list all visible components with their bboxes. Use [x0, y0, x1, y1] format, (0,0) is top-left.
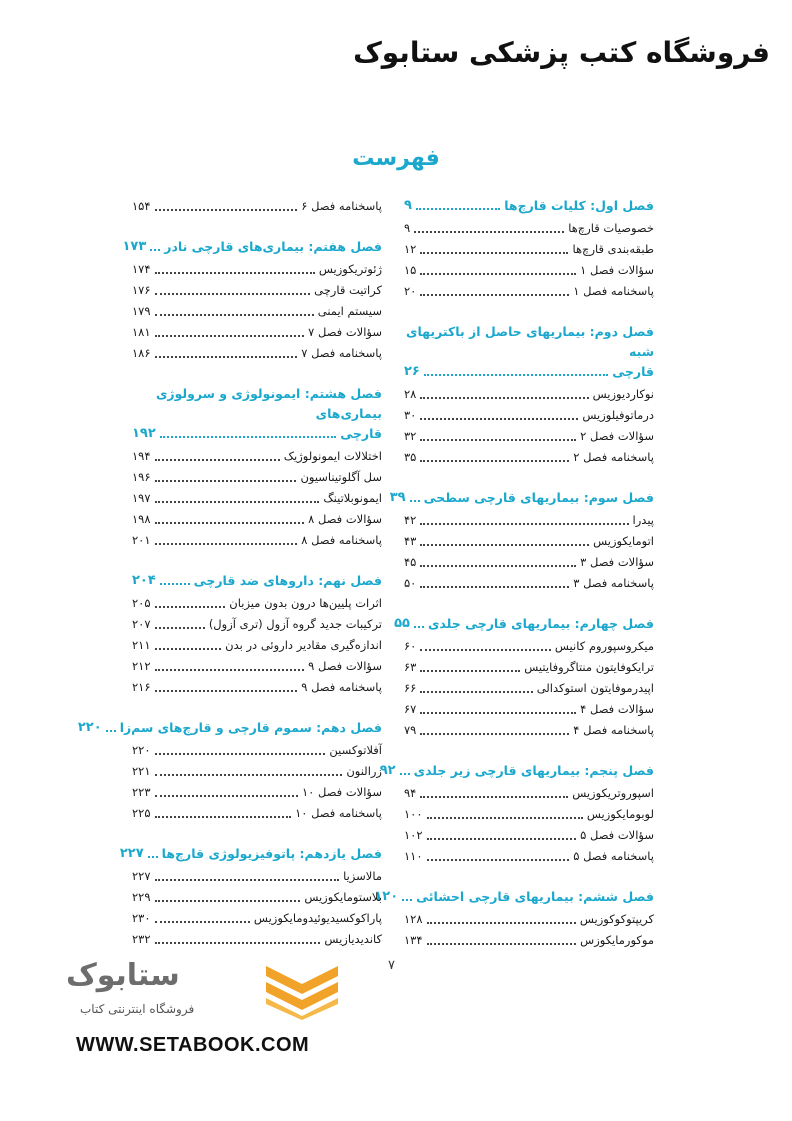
- entry-label: ژئوتریکوزیس: [318, 262, 382, 276]
- entry-page-number: ۲۲۵: [132, 806, 151, 820]
- dot-leader: [424, 374, 608, 376]
- entry-page-number: ۹: [404, 221, 411, 235]
- entry-label: سؤالات فصل ۱: [580, 263, 654, 277]
- toc-entry: [404, 720, 654, 741]
- dot-leader: [402, 899, 412, 901]
- dot-leader: [155, 522, 305, 524]
- entry-label: کاندیدیازیس: [324, 932, 382, 946]
- entry-page-number: ۶۷: [404, 702, 417, 716]
- chapter-page-number: ۲۶: [404, 364, 420, 379]
- toc-entry: [404, 825, 654, 846]
- toc-entry: [132, 635, 382, 656]
- chapter-section: [132, 571, 382, 698]
- dot-leader: [427, 922, 576, 924]
- chapter-title: فصل اول: کلیات قارچ‌ها: [504, 198, 654, 213]
- chapter-title-line2: قارچی: [612, 364, 654, 379]
- dot-leader: [416, 208, 500, 210]
- toc-entry: [404, 426, 654, 447]
- entry-page-number: ۴۲: [404, 513, 417, 527]
- entry-label: پاسخنامه فصل ۷: [301, 346, 382, 360]
- chapter-title-line2-row: [404, 362, 654, 382]
- entry-page-number: ۲۲۳: [132, 785, 151, 799]
- setabook-logo: [62, 958, 342, 1028]
- toc-entry: [404, 930, 654, 951]
- entry-page-number: ۲۰: [404, 284, 417, 298]
- entry-label: سؤالات فصل ۱۰: [301, 785, 382, 799]
- entry-label: خصوصیات قارچ‌ها: [568, 221, 654, 235]
- toc-entry: [404, 699, 654, 720]
- toc-entry: [132, 782, 382, 803]
- dot-leader: [150, 249, 160, 251]
- entry-page-number: ۲۲۰: [132, 743, 151, 757]
- chapter-page-number: ۱۷۳: [122, 239, 147, 254]
- toc-entry: [404, 636, 654, 657]
- entry-label: سؤالات فصل ۴: [580, 702, 654, 716]
- entry-page-number: ۶۳: [404, 660, 417, 674]
- entry-label: ترکیبات جدید گروه آزول (تری آزول): [208, 617, 382, 631]
- entry-page-number: ۵۰: [404, 576, 417, 590]
- entry-label: پاسخنامه فصل ۱۰: [295, 806, 382, 820]
- dot-leader: [427, 817, 583, 819]
- entry-label: سؤالات فصل ۹: [308, 659, 382, 673]
- dot-leader: [420, 691, 532, 693]
- entry-label: سؤالات فصل ۸: [308, 512, 382, 526]
- toc-entry: [404, 552, 654, 573]
- toc-entry: [404, 657, 654, 678]
- entry-page-number: ۱۹۶: [132, 470, 151, 484]
- toc-entry: [132, 343, 382, 364]
- entry-page-number: ۱۱۰: [404, 849, 423, 863]
- entry-label: پیدرا: [632, 513, 654, 527]
- chapter-section: [132, 384, 382, 551]
- entry-label: پاسخنامه فصل ۹: [301, 680, 382, 694]
- dot-leader: [420, 294, 569, 296]
- entry-label: پاسخنامه فصل ۵: [573, 849, 654, 863]
- chapter-title: فصل یازدهم: پاتوفیزیولوژی قارچ‌ها: [161, 846, 382, 861]
- toc-entry: [404, 510, 654, 531]
- entry-page-number: ۲۰۱: [132, 533, 151, 547]
- entry-label: سؤالات فصل ۲: [580, 429, 654, 443]
- dot-leader: [155, 314, 314, 316]
- entry-page-number: ۱۰۰: [404, 807, 423, 821]
- entry-page-number: ۳۰: [404, 408, 417, 422]
- entry-page-number: ۴۳: [404, 534, 417, 548]
- dot-leader: [155, 879, 340, 881]
- entry-label: آفلاتوکسین: [329, 743, 382, 757]
- chapter-section: [404, 322, 654, 468]
- chapter-page-number: ۲۲۰: [77, 720, 102, 735]
- entry-label: ایمونوبلاتینگ: [323, 491, 382, 505]
- dot-leader: [420, 670, 520, 672]
- entry-label: پاسخنامه فصل ۴: [573, 723, 654, 737]
- dot-leader: [427, 943, 577, 945]
- dot-leader: [155, 335, 305, 337]
- logo-wordmark: ستابوک: [66, 958, 180, 993]
- dot-leader: [400, 773, 410, 775]
- toc-entry: [404, 260, 654, 281]
- chapter-title: فصل چهارم: بیماریهای قارچی جلدی: [427, 616, 654, 631]
- entry-label: میکروسپوروم کانیس: [554, 639, 654, 653]
- entry-page-number: ۳۵: [404, 450, 417, 464]
- entry-page-number: ۱۲۸: [404, 912, 423, 926]
- entry-label: پاسخنامه فصل ۱: [573, 284, 654, 298]
- entry-page-number: ۱۷۹: [132, 304, 151, 318]
- toc-entry: [404, 783, 654, 804]
- entry-page-number: ۳۲: [404, 429, 417, 443]
- chapter-heading: [404, 322, 654, 382]
- entry-page-number: ۱۰۲: [404, 828, 423, 842]
- dot-leader: [420, 586, 569, 588]
- toc-entry: [132, 614, 382, 635]
- dot-leader: [155, 921, 250, 923]
- toc-entry: [132, 322, 382, 343]
- entry-label: سل آگلوتیناسیون: [300, 470, 382, 484]
- dot-leader: [155, 942, 321, 944]
- chapter-heading: [122, 237, 382, 257]
- entry-label: اندازه‌گیری مقادیر داروئی در بدن: [225, 638, 382, 652]
- chapter-section: [122, 237, 382, 364]
- toc-entry: [132, 301, 382, 322]
- chapter-heading: [132, 384, 382, 444]
- dot-leader: [420, 252, 568, 254]
- dot-leader: [420, 712, 576, 714]
- toc-entry: [132, 761, 382, 782]
- entry-label: بلاستومایکوزیس: [304, 890, 382, 904]
- chapter-heading: [404, 196, 654, 216]
- chapter-title: فصل ششم: بیماریهای قارچی احشائی: [416, 889, 654, 904]
- dot-leader: [155, 795, 298, 797]
- entry-label: پاسخنامه فصل ۳: [573, 576, 654, 590]
- dot-leader: [155, 690, 298, 692]
- entry-label: اتومایکوزیس: [593, 534, 654, 548]
- entry-page-number: ۲۳۰: [132, 911, 151, 925]
- dot-leader: [160, 436, 336, 438]
- toc-entry: [404, 218, 654, 239]
- chapter-heading: [132, 571, 382, 591]
- toc-entry: [132, 467, 382, 488]
- toc-entry: [132, 488, 382, 509]
- toc-entry: [132, 803, 382, 824]
- dot-leader: [427, 838, 577, 840]
- chapter-title: فصل سوم: بیماریهای قارچی سطحی: [423, 490, 654, 505]
- chapter-heading: [379, 761, 654, 781]
- toc-entry: [404, 239, 654, 260]
- dot-leader: [420, 460, 569, 462]
- toc-entry: [404, 405, 654, 426]
- chapter-title: فصل نهم: داروهای ضد قارچی: [193, 573, 382, 588]
- entry-page-number: ۲۱۱: [132, 638, 151, 652]
- dot-leader: [427, 859, 570, 861]
- toc-entry: [132, 196, 382, 217]
- dot-leader: [155, 669, 305, 671]
- chapter-page-number: ۱۹۲: [132, 426, 156, 441]
- toc-entry: [132, 509, 382, 530]
- toc-entry: [132, 887, 382, 908]
- chapter-heading: [389, 488, 654, 508]
- toc-entry: [404, 678, 654, 699]
- chapter-section: [77, 718, 382, 824]
- entry-label: مالاسزیا: [343, 869, 382, 883]
- toc-entry: [404, 846, 654, 867]
- chapter-section: [132, 196, 382, 217]
- toc-entry: [132, 929, 382, 950]
- chapter-section: [404, 196, 654, 302]
- dot-leader: [160, 583, 190, 585]
- entry-page-number: ۱۵۴: [132, 199, 151, 213]
- entry-page-number: ۱۸۱: [132, 325, 151, 339]
- dot-leader: [420, 273, 576, 275]
- chapter-section: [394, 614, 654, 741]
- dot-leader: [420, 439, 576, 441]
- chapter-page-number: ۲۰۴: [132, 573, 156, 588]
- entry-label: اسپوروتریکوزیس: [572, 786, 654, 800]
- dot-leader: [155, 480, 297, 482]
- entry-label: پاسخنامه فصل ۸: [301, 533, 382, 547]
- entry-page-number: ۷۹: [404, 723, 417, 737]
- chapter-page-number: ۹: [404, 198, 412, 213]
- entry-page-number: ۱۸۶: [132, 346, 151, 360]
- entry-page-number: ۱۷۴: [132, 262, 151, 276]
- entry-label: طبقه‌بندی قارچ‌ها: [572, 242, 654, 256]
- entry-page-number: ۱۵: [404, 263, 417, 277]
- entry-page-number: ۴۵: [404, 555, 417, 569]
- toc-entry: [132, 740, 382, 761]
- entry-page-number: ۲۱۶: [132, 680, 151, 694]
- toc-entry: [132, 446, 382, 467]
- entry-label: سیستم ایمنی: [317, 304, 382, 318]
- entry-label: پاسخنامه فصل ۶: [301, 199, 382, 213]
- logo-tagline: فروشگاه اینترنتی کتاب: [80, 1002, 195, 1016]
- entry-page-number: ۱۷۶: [132, 283, 151, 297]
- entry-label: پاسخنامه فصل ۲: [573, 450, 654, 464]
- entry-page-number: ۱۹۴: [132, 449, 151, 463]
- dot-leader: [420, 565, 576, 567]
- dot-leader: [420, 733, 569, 735]
- entry-label: سؤالات فصل ۵: [580, 828, 654, 842]
- entry-label: اپیدرموفایتون استوکدالی: [536, 681, 654, 695]
- entry-page-number: ۱۹۸: [132, 512, 151, 526]
- entry-page-number: ۱۲: [404, 242, 417, 256]
- toc-entry: [132, 530, 382, 551]
- entry-label: پاراکوکسیدیوئیدومایکوزیس: [253, 911, 382, 925]
- chapter-title-line1: فصل دوم: بیماریهای حاصل از باکتریهای شبه: [406, 324, 654, 359]
- dot-leader: [410, 500, 420, 502]
- toc-entry: [404, 804, 654, 825]
- chapter-page-number: ۳۹: [389, 490, 406, 505]
- dot-leader: [155, 543, 298, 545]
- dot-leader: [414, 626, 424, 628]
- dot-leader: [420, 649, 551, 651]
- store-title: فروشگاه کتب پزشکی ستابوک: [353, 36, 770, 69]
- toc-right-column: [374, 196, 654, 971]
- entry-label: زرالنون: [346, 764, 382, 778]
- toc-entry: [404, 573, 654, 594]
- dot-leader: [420, 397, 588, 399]
- chapter-section: [379, 761, 654, 867]
- entry-page-number: ۲۱۲: [132, 659, 151, 673]
- site-url: WWW.SETABOOK.COM: [76, 1034, 310, 1056]
- entry-page-number: ۲۳۲: [132, 932, 151, 946]
- dot-leader: [155, 753, 326, 755]
- entry-label: ترایکوفایتون منتاگروفایتیس: [524, 660, 654, 674]
- entry-label: کراتیت قارچی: [314, 283, 382, 297]
- entry-page-number: ۲۰۷: [132, 617, 151, 631]
- dot-leader: [106, 730, 116, 732]
- toc-heading: فهرست: [352, 146, 440, 171]
- dot-leader: [155, 459, 280, 461]
- dot-leader: [155, 648, 222, 650]
- dot-leader: [155, 293, 311, 295]
- dot-leader: [414, 231, 564, 233]
- toc-entry: [404, 909, 654, 930]
- entry-label: سؤالات فصل ۳: [580, 555, 654, 569]
- entry-label: اثرات پلیین‌ها درون بدون میزبان: [229, 596, 382, 610]
- chapter-section: [374, 887, 654, 951]
- chapter-title: فصل پنجم: بیماریهای قارچی زیر جلدی: [413, 763, 654, 778]
- dot-leader: [155, 627, 205, 629]
- entry-label: درماتوفیلوزیس: [582, 408, 654, 422]
- dot-leader: [155, 774, 343, 776]
- chapter-heading: [394, 614, 654, 634]
- dot-leader: [155, 209, 298, 211]
- chapter-title-line2-row: [132, 424, 382, 444]
- toc-entry: [132, 908, 382, 929]
- chapter-heading: [77, 718, 382, 738]
- dot-leader: [420, 544, 589, 546]
- book-stack-icon: [262, 958, 342, 1020]
- chapter-title-line2: قارچی: [340, 426, 382, 441]
- toc-entry: [132, 259, 382, 280]
- toc-entry: [132, 280, 382, 301]
- entry-page-number: ۶۶: [404, 681, 417, 695]
- toc-entry: [132, 593, 382, 614]
- entry-page-number: ۶۰: [404, 639, 417, 653]
- chapter-heading: [374, 887, 654, 907]
- chapter-section: [389, 488, 654, 594]
- toc-entry: [132, 656, 382, 677]
- entry-page-number: ۲۸: [404, 387, 417, 401]
- toc-entry: [132, 677, 382, 698]
- chapter-page-number: ۱۲۰: [374, 889, 399, 904]
- dot-leader: [148, 856, 158, 858]
- chapter-page-number: ۹۲: [379, 763, 396, 778]
- entry-label: اختلالات ایمونولوژیک: [283, 449, 382, 463]
- entry-label: نوکاردیوزیس: [592, 387, 654, 401]
- dot-leader: [155, 272, 315, 274]
- entry-label: لوبومایکوزیس: [586, 807, 654, 821]
- toc-entry: [404, 281, 654, 302]
- entry-page-number: ۲۲۱: [132, 764, 151, 778]
- dot-leader: [420, 418, 578, 420]
- chapter-page-number: ۵۵: [394, 616, 410, 631]
- toc-entry: [132, 866, 382, 887]
- entry-label: موکورمایکوزس: [580, 933, 654, 947]
- entry-label: سؤالات فصل ۷: [308, 325, 382, 339]
- entry-page-number: ۲۲۷: [132, 869, 151, 883]
- entry-page-number: ۹۴: [404, 786, 417, 800]
- page-number: ۷: [388, 958, 395, 973]
- dot-leader: [155, 900, 301, 902]
- toc-entry: [404, 447, 654, 468]
- toc-entry: [404, 384, 654, 405]
- chapter-title: فصل هفتم: بیماری‌های قارچی نادر: [164, 239, 382, 254]
- dot-leader: [155, 356, 298, 358]
- entry-page-number: ۱۳۴: [404, 933, 423, 947]
- dot-leader: [420, 796, 568, 798]
- entry-page-number: ۲۲۹: [132, 890, 151, 904]
- entry-label: کریپتوکوکوزیس: [579, 912, 654, 926]
- toc-entry: [404, 531, 654, 552]
- chapter-section: [119, 844, 382, 950]
- chapter-title-line1: فصل هشتم: ایمونولوژی و سرولوژی بیماری‌های: [155, 386, 382, 421]
- dot-leader: [420, 523, 628, 525]
- dot-leader: [155, 816, 292, 818]
- toc-left-column: [77, 196, 382, 970]
- chapter-page-number: ۲۲۷: [119, 846, 144, 861]
- entry-page-number: ۲۰۵: [132, 596, 151, 610]
- entry-page-number: ۱۹۷: [132, 491, 151, 505]
- chapter-title: فصل دهم: سموم قارچی و قارچ‌های سم‌زا: [119, 720, 382, 735]
- dot-leader: [155, 606, 226, 608]
- dot-leader: [155, 501, 320, 503]
- chapter-heading: [119, 844, 382, 864]
